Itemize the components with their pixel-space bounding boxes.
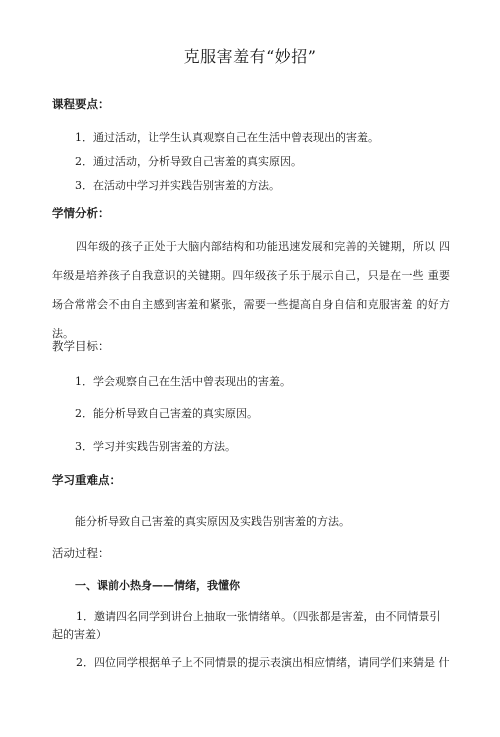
learner-analysis-text: 四年级的孩子正处于大脑内部结构和功能迅速发展和完善的关键期，所以 四年级是培养孩子自我意识的关键期。四年级孩子乐于展示自己，只是在一些 重要场合常常会不由自主感到害羞和紧张，需要一些提高自身自信和克服害羞 的好方法。 bbox=[52, 240, 450, 340]
process-item: 1．邀请四名同学到讲台上抽取一张情绪单。（四张都是害羞，由不同情景引起的害羞） bbox=[52, 610, 441, 641]
goal-item: 3．学习并实践告别害羞的方法。 bbox=[75, 440, 236, 453]
key-point-item: 2．通过活动，分析导致自己害羞的真实原因。 bbox=[75, 155, 302, 168]
difficulty-text: 能分析导致自己害羞的真实原因及实践告别害羞的方法。 bbox=[75, 515, 350, 528]
goal-item: 1．学会观察自己在生活中曾表现出的害羞。 bbox=[75, 375, 291, 388]
key-point-item: 1．通过活动，让学生认真观察自己在生活中曾表现出的害羞。 bbox=[75, 131, 379, 144]
learner-analysis-heading: 学情分析： bbox=[52, 206, 110, 220]
process-heading: 活动过程： bbox=[52, 546, 110, 560]
difficulty-heading: 学习重难点： bbox=[52, 473, 121, 487]
goal-item: 2．能分析导致自己害羞的真实原因。 bbox=[75, 407, 258, 420]
key-point-item: 3．在活动中学习并实践告别害羞的方法。 bbox=[75, 179, 280, 192]
process-subheading: 一、课前小热身——情绪，我懂你 bbox=[75, 579, 240, 592]
key-points-heading: 课程要点： bbox=[52, 97, 110, 111]
goals-heading: 教学目标： bbox=[52, 339, 110, 353]
process-item: 2．四位同学根据单子上不同情景的提示表演出相应情绪，请同学们来猜是 什 bbox=[76, 656, 450, 669]
page-title: 克服害羞有“妙招” bbox=[183, 47, 317, 66]
